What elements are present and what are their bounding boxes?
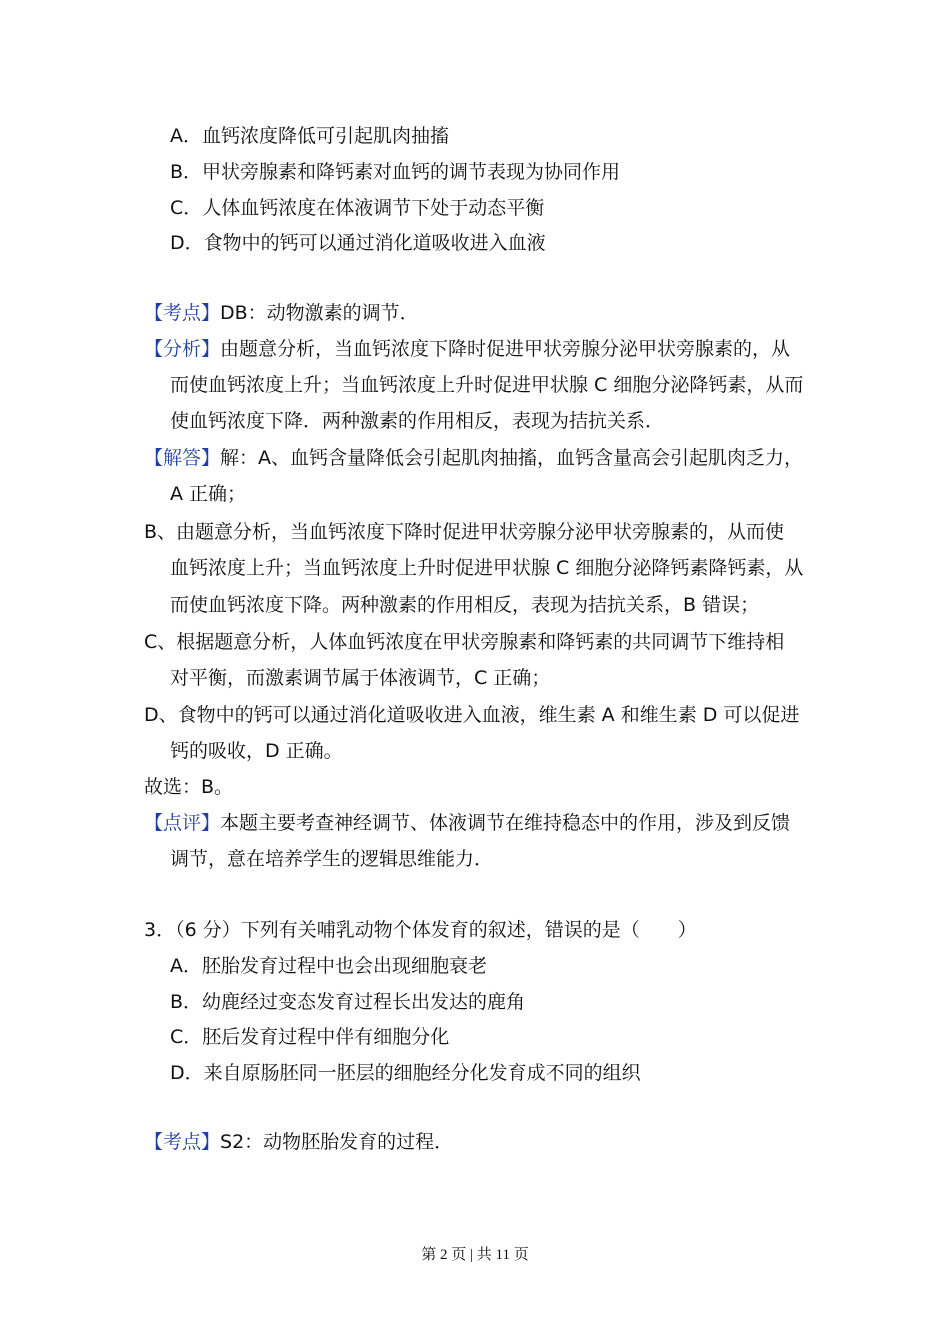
jieda-line-3: B、由题意分析，当血钙浓度下降时促进甲状旁腺分泌甲状旁腺素的，从而使 (144, 521, 785, 543)
dianping-line-1: 本题主要考查神经调节、体液调节在维持稳态中的作用，涉及到反馈 (220, 812, 791, 834)
q3-option-d: D．来自原肠胚同一胚层的细胞经分化发育成不同的组织 (170, 1062, 641, 1084)
q2-option-b: B．甲状旁腺素和降钙素对血钙的调节表现为协同作用 (170, 161, 621, 183)
q2-jieda (144, 445, 803, 471)
q2-dianping (144, 810, 790, 836)
jieda-line-4: 血钙浓度上升；当血钙浓度上升时促进甲状腺 C 细胞分泌降钙素降钙素，从 (170, 557, 804, 579)
q2-option-a: A．血钙浓度降低可引起肌肉抽搐 (170, 125, 449, 147)
kaodian-text: DB：动物激素的调节． (220, 302, 419, 324)
fenxi-line-3: 使血钙浓度下降．两种激素的作用相反，表现为拮抗关系． (170, 410, 665, 432)
jieda-line-6: C、根据题意分析，人体血钙浓度在甲状旁腺素和降钙素的共同调节下维持相 (144, 631, 785, 653)
fenxi-line-1: 由题意分析，当血钙浓度下降时促进甲状旁腺分泌甲状旁腺素的，从 (220, 338, 791, 360)
dianping-line-2: 调节，意在培养学生的逻辑思维能力． (170, 848, 494, 870)
q3-kaodian-tag: 【考点】 (144, 1131, 221, 1153)
q2-fenxi (144, 336, 790, 362)
jieda-tag: 【解答】 (144, 447, 221, 469)
q2-kaodian (144, 300, 419, 326)
jieda-line-7: 对平衡，而激素调节属于体液调节，C 正确； (170, 667, 551, 689)
jieda-line-1: 解：A、血钙含量降低会引起肌肉抽搐，血钙含量高会引起肌肉乏力， (220, 447, 804, 469)
kaodian-tag: 【考点】 (144, 302, 221, 324)
fenxi-tag: 【分析】 (144, 338, 221, 360)
q3-option-b: B．幼鹿经过变态发育过程长出发达的鹿角 (170, 991, 526, 1013)
q2-option-d: D．食物中的钙可以通过消化道吸收进入血液 (170, 232, 546, 254)
jieda-line-9: 钙的吸收，D 正确。 (170, 740, 343, 762)
jieda-line-5: 而使血钙浓度下降。两种激素的作用相反，表现为拮抗关系，B 错误； (170, 594, 760, 616)
q3-stem: 3．（6 分）下列有关哺乳动物个体发育的叙述，错误的是（ ） (144, 919, 697, 941)
jieda-answer: 故选：B。 (144, 776, 234, 798)
q3-kaodian (144, 1129, 453, 1155)
jieda-line-8: D、食物中的钙可以通过消化道吸收进入血液，维生素 A 和维生素 D 可以促进 (144, 704, 800, 726)
fenxi-line-2: 而使血钙浓度上升；当血钙浓度上升时促进甲状腺 C 细胞分泌降钙素，从而 (170, 374, 804, 396)
q3-option-a: A．胚胎发育过程中也会出现细胞衰老 (170, 955, 487, 977)
jieda-line-2: A 正确； (170, 483, 247, 505)
dianping-tag: 【点评】 (144, 812, 221, 834)
page-footer: 第 2 页 | 共 11 页 (421, 1247, 529, 1263)
q3-option-c: C．胚后发育过程中伴有细胞分化 (170, 1026, 450, 1048)
q2-option-c: C．人体血钙浓度在体液调节下处于动态平衡 (170, 197, 545, 219)
q3-kaodian-text: S2：动物胚胎发育的过程． (220, 1131, 454, 1153)
